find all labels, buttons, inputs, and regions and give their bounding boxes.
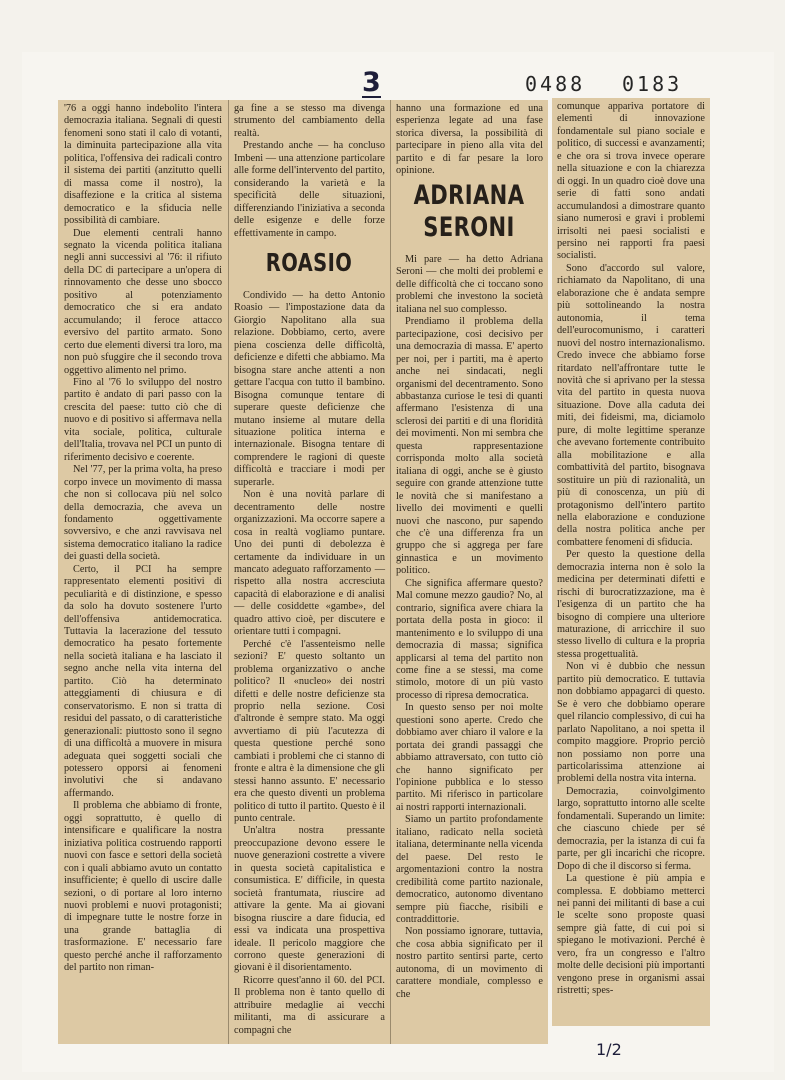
article-text-column-4	[557, 101, 705, 1023]
paragraph: Due elementi centrali hanno segnato la vicenda politica italiana negli anni successivi al '76: il rifiuto della DC di partecipare a un'opera di rinnovamento che desse uno sbocco positivo al potenziamento democratico che si era andato accumulando; il feroce attacco eversivo del partito armato. Sono certo due elementi diversi tra loro, ma non può sfuggire che il secondo trova oggettivo alimento nel primo.	[64, 227, 222, 376]
speaker-heading-seroni	[407, 180, 530, 244]
clipping-column-3	[390, 100, 548, 1044]
paragraph: Non è una novità parlare di decentramento delle nostre organizzazioni. Ma occorre sapere a cosa in realtà vogliamo puntare. Uno dei punti di debolezza è certamente da individuare in un mancato adeguato rafforzamento — rispetto alla nostra accresciuta capacità di elaborazione e di analisi — delle cosiddette «gambe», del quadro attivo cioè, per discutere e orientare tutti i compagni.	[234, 489, 385, 638]
paragraph: Certo, il PCI ha sempre rappresentato elementi positivi di peculiarità e di distinzione, e spesso da solo ha dovuto sostenere l'urto dell'offensiva antidemocratica. Tuttavia la lacerazione del tessuto democratico ha pesato fortemente nella società italiana e ha lasciato il segno anche nella vita interna del partito. Ciò ha determinato atteggiamenti di chiusura e di conservatorismo. E non si tratta di residui del passato, o di caratteristiche generazionali: piuttosto sono il segno di una difficoltà a muovere in misura adeguata quei soggetti sociali che potessero opporsi ai fenomeni involutivi che si andavano affermando.	[64, 563, 222, 799]
paragraph: Che significa affermare questo? Mal comune mezzo gaudio? No, al contrario, significa avere chiara la portata della posta in gioco: il mantenimento e lo sviluppo di una democrazia di massa; significa applicarsi al tema del partito non come fine a se stessi, ma come stimolo, motore di un più vasto processo di ripresa democratica.	[396, 577, 543, 701]
paragraph: Il problema che abbiamo di fronte, oggi soprattutto, è quello di intensificare e qualificare la nostra iniziativa politica costruendo rapporti nuovi con fasce e settori della società con i quali abbiamo avuto un contatto insufficiente; è quello di uscire dalle sezioni, o di portare al loro interno nuovi problemi e nuovi protagonisti; di impegnare tutte le nostre forze in una grande battaglia di trasformazione. E' necessario fare questo perché anche il rafforzamento del partito non riman-	[64, 800, 222, 974]
paragraph: Prestando anche — ha concluso Imbeni — una attenzione particolare alle forme dell'intervento del partito, considerando la varietà e la specificità delle situazioni, differenziando l'iniziativa a seconda delle esigenze e delle forze effettivamente in campo.	[234, 140, 385, 239]
article-text-column-3	[396, 254, 543, 1041]
paragraph: hanno una formazione ed una esperienza legate ad una fase storica diversa, la possibilità di partecipare in pieno alla vita del partito e di far pesare la loro opinione.	[396, 103, 543, 177]
article-text-column-2-top	[234, 103, 385, 243]
archive-number-right: 0183	[622, 72, 683, 96]
article-text-column-1	[64, 103, 222, 1041]
heading-line: ADRIANA	[413, 180, 525, 211]
paragraph: ga fine a se stesso ma divenga strumento del cambiamento della realtà.	[234, 103, 385, 139]
heading-line: SERONI	[423, 212, 515, 243]
paragraph: Un'altra nostra pressante preoccupazione devono essere le nuove generazioni costrette a vivere in questa società capitalistica e consumistica. E' difficile, in questa società frantumata, riuscire ad attivare la gente. Ma ai giovani bisogna riuscire a dare fiducia, ed essi va indicata una prospettiva ideale. Il pericolo maggiore che corrono queste generazioni di giovani è il disorientamento.	[234, 825, 385, 974]
article-text-column-2	[234, 290, 385, 1041]
paragraph: Condivido — ha detto Antonio Roasio — l'impostazione data da Giorgio Napolitano alla sua relazione. Dobbiamo, certo, avere piena coscienza delle difficoltà, deficienze e difetti che abbiamo. Ma bisogna stare anche attenti a non gettare l'acqua con tutto il bambino. Bisogna comunque tentare di superare queste deficienze che mutano insieme al mutare della situazione politica interna e internazionale. Bisogna tentare di comprendere le ragioni di queste difficoltà e tracciare i modi per superarle.	[234, 290, 385, 488]
paragraph: Non vi è dubbio che nessun partito più democratico. E tuttavia non dobbiamo appagarci di questo. Se è vero che dobbiamo operare quel rilancio complessivo, di cui ha parlato Napolitano, a noi spetta il compito maggiore. Proprio perciò non possiamo non porre una particolarissima attenzione ai problemi della nostra vita interna.	[557, 661, 705, 785]
paragraph: Democrazia, coinvolgimento largo, soprattutto intorno alle scelte fondamentali. Superando un limite: che ciascuno chiede per sé democrazia, per la istanza di cui fa parte, per gli incarichi che ricopre. Dopo di che il discorso si ferma.	[557, 785, 705, 872]
paragraph: In questo senso per noi molte questioni sono aperte. Credo che dobbiamo aver chiaro il valore e la portata dei grandi passaggi che abbiamo attraversato, con tutto ciò che hanno significato per l'opinione pubblica e lo stesso partito. Mi riferisco in particolare ai nostri rapporti internazionali.	[396, 702, 543, 813]
paragraph: Non possiamo ignorare, tuttavia, che cosa abbia significato per il nostro partito sentirsi parte, certo autonoma, di un movimento di carattere mondiale, complesso e che	[396, 926, 543, 1000]
paragraph: Mi pare — ha detto Adriana Seroni — che molti dei problemi e delle difficoltà che ci toccano sono problemi che investono la società italiana nel suo complesso.	[396, 254, 543, 315]
paragraph: La questione è più ampia e complessa. E dobbiamo metterci nei panni dei militanti di base a cui le scelte sono proposte quasi sempre già fatte, di cui poi si spiegano le motivazioni. Perché è vero, fra un congresso e l'altro molte delle decisioni più importanti vengono prese in organismi assai ristretti; spes-	[557, 873, 705, 997]
paragraph: Ricorre quest'anno il 60. del PCI. Il problema non è tanto quello di attribuire medaglie ai vecchi militanti, ma di assicurare a compagni che	[234, 974, 385, 1036]
clipping-column-1	[58, 100, 228, 1044]
column-rule	[228, 100, 229, 1044]
paragraph: '76 a oggi hanno indebolito l'intera democrazia italiana. Segnali di questi fenomeni sono stati il calo di votanti, la diminuita partecipazione alla vita politica, l'offensiva dei radicali contro il sistema dei partiti (anzitutto quelli di massa come il nostro), la disaffezione e la critica al sistema democratico e la sfiducia nelle possibilità di cambiare.	[64, 103, 222, 227]
paragraph: Siamo un partito profondamente italiano, radicato nella società italiana, determinante nella vicenda del paese. Del resto le argomentazioni contro la nostra credibilità come partito nazionale, democratico, autonomo diventano sempre più fiacche, risibili e contraddittorie.	[396, 814, 543, 926]
article-text-column-3-top	[396, 103, 543, 177]
handwritten-page-number: 3	[362, 67, 381, 98]
paragraph: Nel '77, per la prima volta, ha preso corpo invece un movimento di massa che non si collocava più nel solco della democrazia, che aveva un fondamento oggettivamente sovversivo, e che anzi ravvisava nel sistema democratico italiano la radice dei guasti della società.	[64, 464, 222, 563]
column-rule	[390, 100, 391, 1044]
clipping-column-4	[552, 98, 710, 1026]
paragraph: Prendiamo il problema della partecipazione, così decisivo per una democrazia di massa. E' aperto per noi, per i partiti, ma è aperto anche nei sindacati, negli organismi del decentramento. Sono abbastanza curiose le tesi di quanti affermano l'esistenza di una sclerosi dei partiti e di una floridità dei movimenti. Non mi sembra che questa rappresentazione corrisponda molto alla società italiana di oggi, anche se è giusto seguire con grande attenzione tutte le novità che si manifestano a livello dei movimenti e quelli nuovi che nascono, pur sapendo che c'è una differenza fra un gruppo che si aggrega per fare ginnastica e un movimento politico.	[396, 316, 543, 577]
archive-number-left: 0488	[525, 72, 586, 96]
clipping-column-2	[228, 100, 390, 1044]
paragraph: Perché c'è l'assenteismo nelle sezioni? E' questo soltanto un problema organizzativo o anche politico? Il «nucleo» dei nostri difetti e delle nostre deficienze sta proprio nella sezione. Così d'altronde è sempre stato. Ma oggi avvertiamo di più l'acutezza di questa questione perché sono cambiati i problemi che ci stanno di fronte e altra è la dimensione che gli stessi hanno assunto. E' necessario era che questo diventi un problema politico di tutto il partito. Questo è il punto centrale.	[234, 638, 386, 825]
paragraph: Fino al '76 lo sviluppo del nostro partito è andato di pari passo con la crescita del paese: tutto ciò che di nuovo e di positivo si affermava nella vita sociale, politica, culturale dell'Italia, trovava nel PCI un punto di riferimento decisivo e coerente.	[64, 376, 222, 463]
paragraph: comunque appariva portatore di elementi di innovazione fondamentale sul piano sociale e politico, di successi e avanzamenti; e che ora si trova invece operare nella situazione e con la chiarezza di oggi. In un quadro cioè dove una serie di fatti sono andati accumulandosi a dimostrare quanto siano numerosi e gravi i problemi irrisolti nei paesi socialisti e persino nei rapporti fra paesi socialisti.	[557, 101, 705, 262]
handwritten-page-mark: 1/2	[596, 1040, 622, 1059]
speaker-heading-roasio: ROASIO	[265, 248, 353, 277]
paragraph: Per questo la questione della democrazia interna non è solo la medicina per determinati difetti e rischi di burocratizzazione, ma è l'esigenza di un partito che ha bisogno di compiere una ulteriore maturazione, di arricchire il suo stesso livello di cultura e la propria stessa progettualità.	[557, 549, 705, 660]
paragraph: Sono d'accordo sul valore, richiamato da Napolitano, di una elaborazione che è andata sempre più sottolineando la nostra autonomia, il tema dell'eurocomunismo, i caratteri nuovi del nostro internazionalismo. Credo invece che abbiamo forse ritardato nell'affrontare tutte le novità che si aprivano per la stessa vita del partito in questa nuova situazione. Dove alla caduta dei miti, dei fideismi, ma, diciamolo pure, di molte legittime speranze che avevano fortemente contribuito alla mobilitazione e alla combattività del partito, bisognava sostituire un più di razionalità, un più di conoscenza, un più di protagonismo dell'intero partito nella elaborazione e conduzione della nostra politica anche per combattere fenomeni di sfiducia.	[557, 262, 705, 548]
